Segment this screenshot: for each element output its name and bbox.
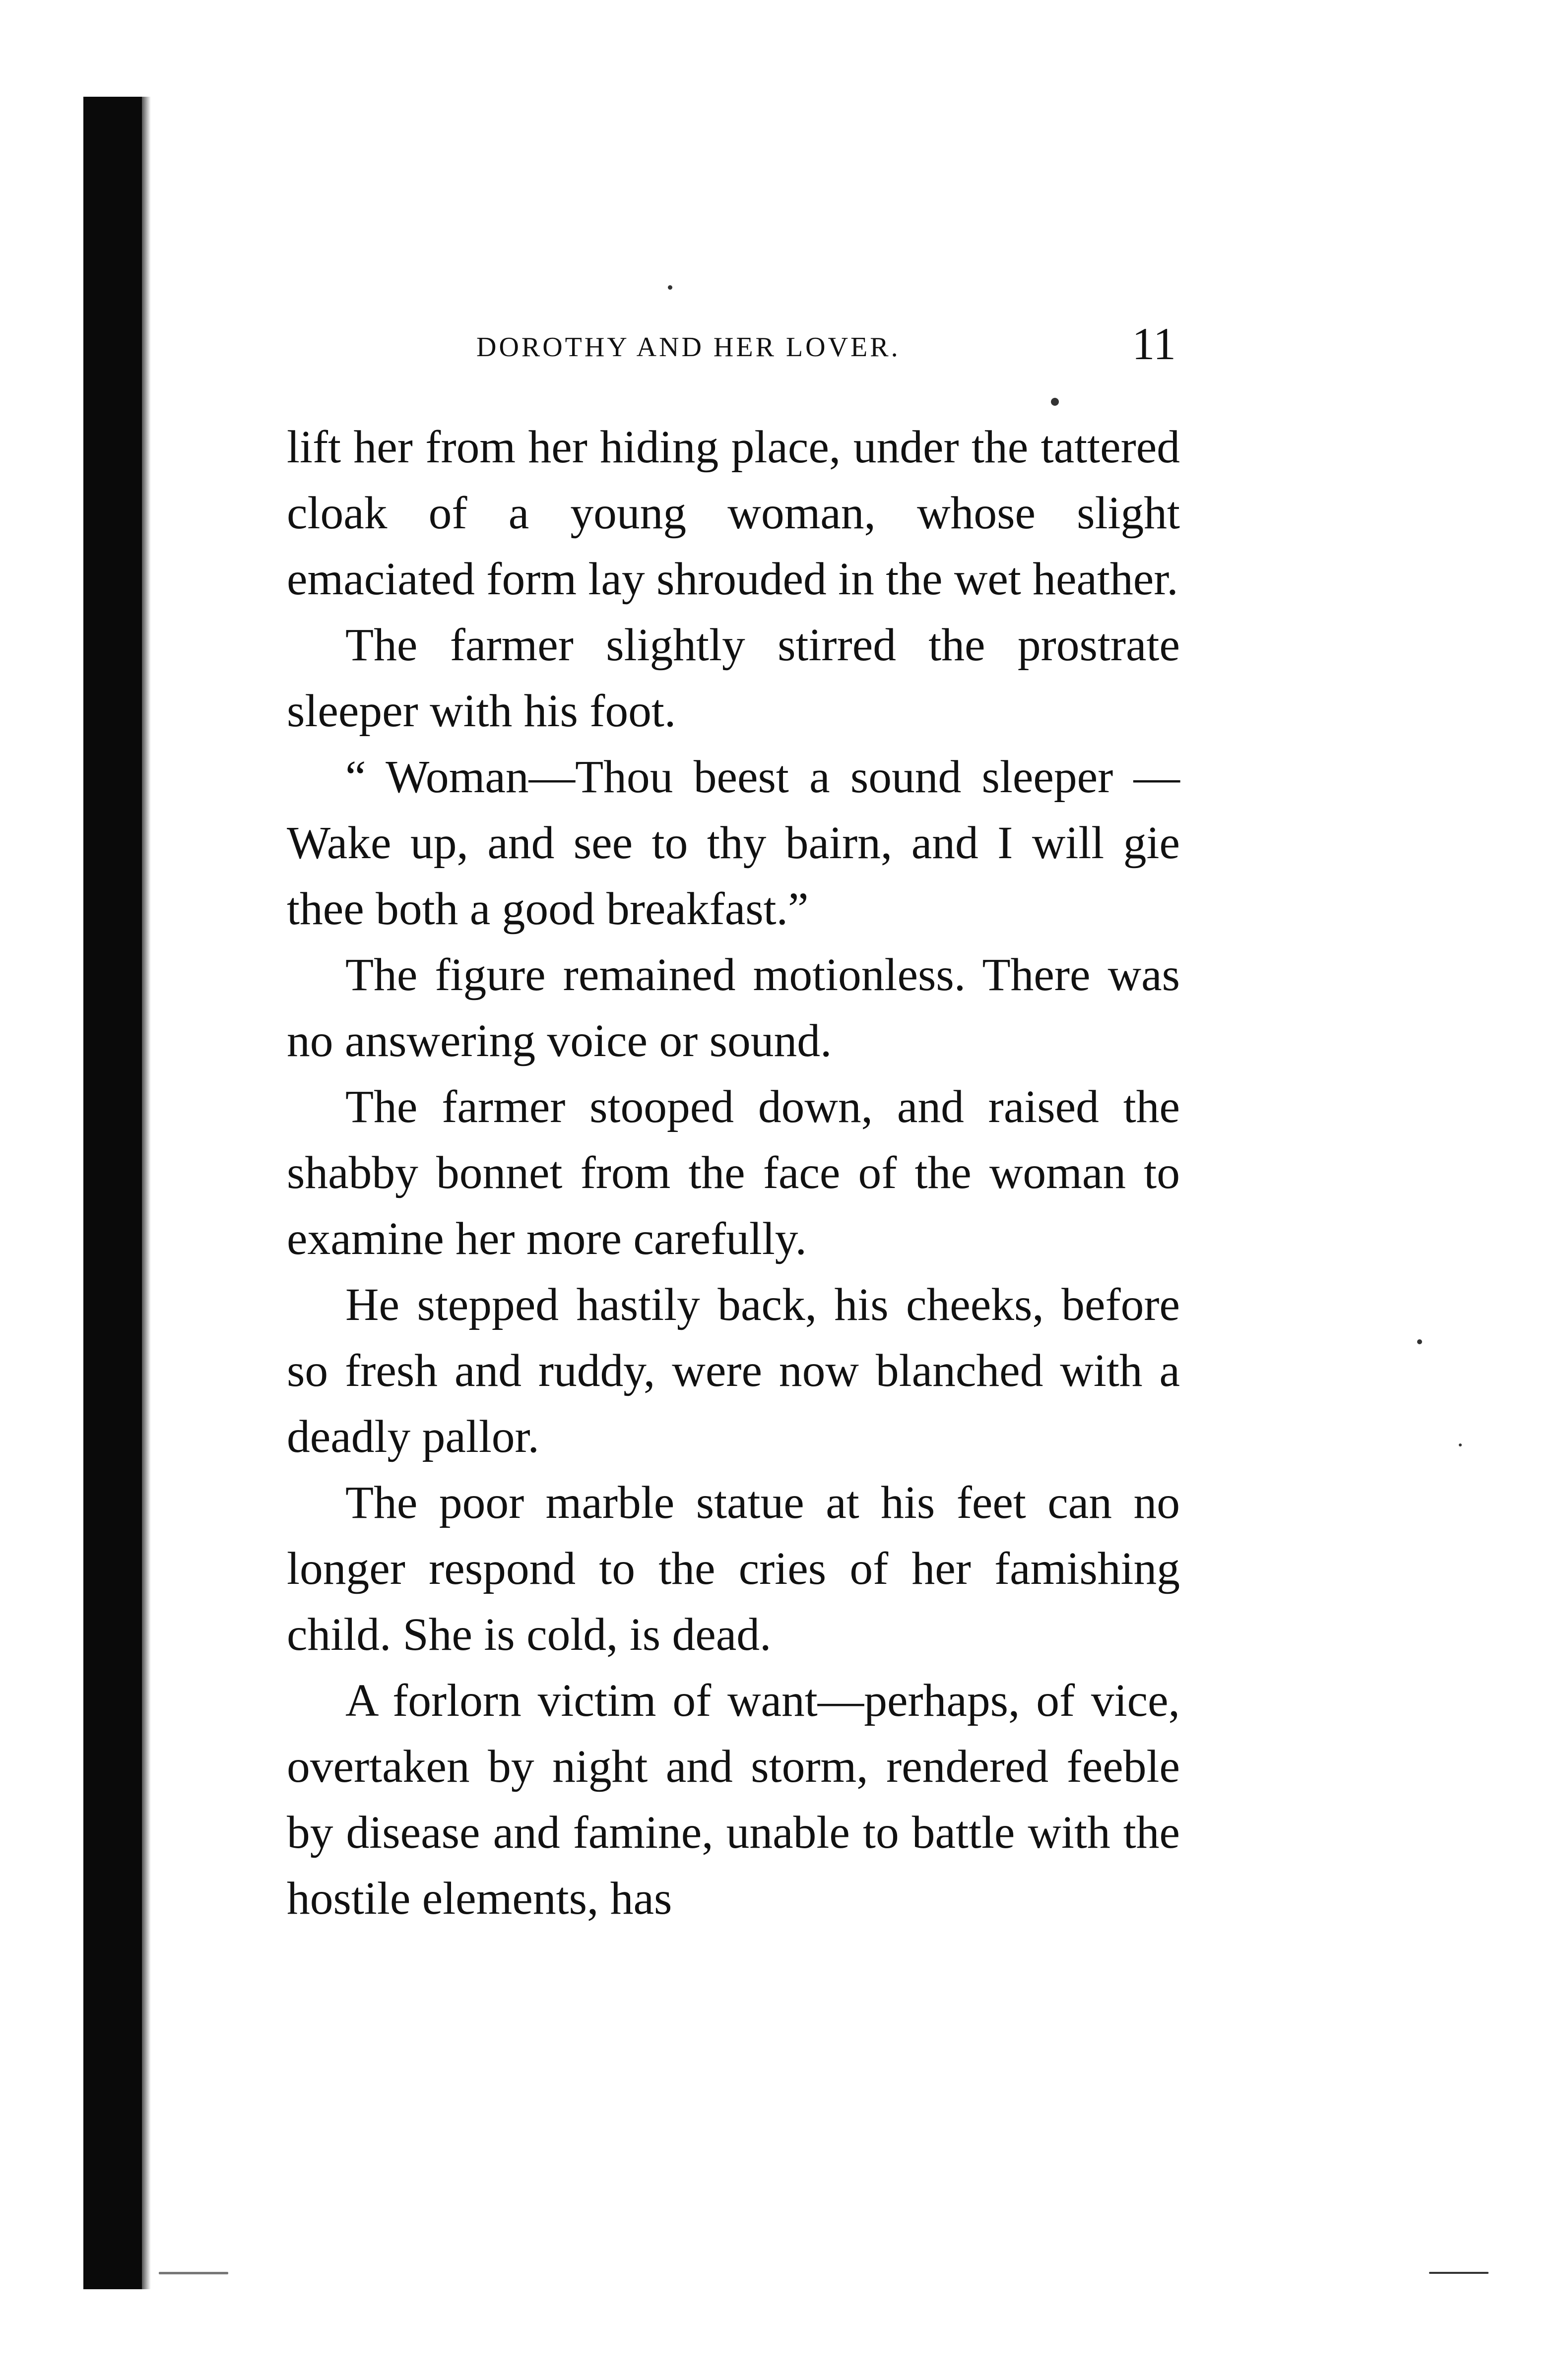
paragraph: “ Woman—Thou beest a sound sleeper —Wake up, and see to thy bairn, and I will gie thee both a good breakfast.” (287, 752, 1180, 935)
binding-edge (142, 97, 151, 2289)
paragraph: The figure remained motionless. There was no answering voice or sound. (287, 949, 1180, 1066)
running-head (288, 317, 1176, 377)
paragraph: The farmer stooped down, and raised the shabby bonnet from the face of the woman to examine her more carefully. (287, 1081, 1180, 1264)
scan-speck (1429, 2272, 1489, 2274)
scan-speck (159, 2272, 228, 2274)
body-text (287, 414, 1180, 1932)
binding-shadow (83, 97, 142, 2289)
paragraph: He stepped hastily back, his cheeks, before so fresh and ruddy, were now blanched with a deadly pallor. (287, 1279, 1180, 1462)
paragraph: A forlorn victim of want—perhaps, of vice, overtaken by night and storm, rendered feeble by disease and famine, unable to battle with the hostile elements, has (287, 1675, 1180, 1924)
scan-speck (1051, 398, 1059, 406)
paragraph: The farmer slightly stirred the prostrate sleeper with his foot. (287, 620, 1180, 737)
scan-speck (668, 285, 672, 290)
scan-speck (1417, 1339, 1422, 1344)
scan-speck (1459, 1443, 1462, 1446)
paragraph: lift her from her hiding place, under the tattered cloak of a young woman, whose slight emaciated form lay shrouded in the wet heather. (287, 422, 1180, 605)
page-number: 11 (1132, 318, 1176, 369)
running-title: DOROTHY AND HER LOVER. (476, 332, 901, 363)
paragraph: The poor marble statue at his feet can no longer respond to the cries of her famishing child. She is cold, is dead. (287, 1477, 1180, 1660)
